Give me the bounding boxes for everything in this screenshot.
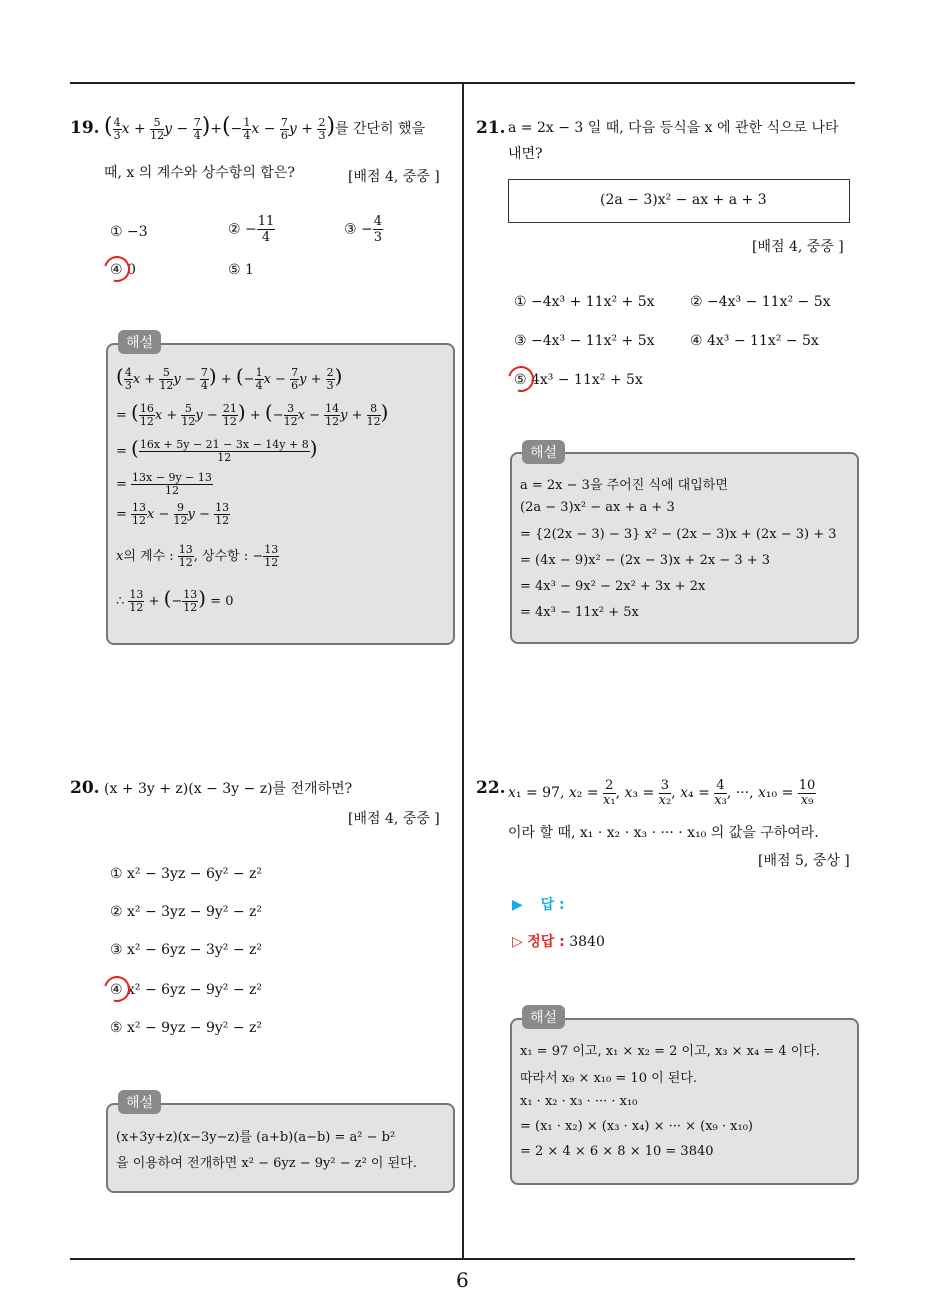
question-number: 19. [70,118,100,138]
bottom-rule [70,1258,855,1260]
question-22-line1: x₁ = 97, x₂ = $\frac{2}{\text{x₁}}$ , x₃ = $\frac{3}{\text{x₂}}$ , x₄ = $\frac{4}{\text{x₃}}$ , ···, x₁₀ = $\frac{10}{\text{x₉}}$ [508,777,816,808]
option-4[interactable]: ④ 0 [110,262,136,278]
option-5[interactable]: ⑤ 1 [228,262,254,278]
solution-line: = (4x − 9)x² − (2x − 3)x + 2x − 3 + 3 [520,553,771,568]
option-4[interactable]: ④ 4x³ − 11x² − 5x [690,333,819,349]
answer-arrow-icon: ▶ [512,897,523,913]
solution-line: 따라서 x₉ × x₁₀ = 10 이 된다. [520,1071,698,1086]
answer-mark-circle [99,971,135,1007]
solution-line: = {2(2x − 3) − 3} x² − (2x − 3)x + (2x − 3) + 3 [520,527,837,542]
solution-line: x의 계수 : $\frac{13}{12}$ , 상수항 : − $\frac{13}{12}$ [116,543,279,569]
solution-line: = ( $\frac{16}{12}$ x + $\frac{5}{12}$ y − $\frac{21}{12}$ ) + (− $\frac{3}{12}$ x − $\frac{14}{12}$ y + $\frac{8}{12}$ ) [116,400,389,428]
solution-line: ( $\frac{4}{3}$ x + $\frac{5}{12}$ y − $\frac{7}{4}$ ) + (− $\frac{1}{4}$ x − $\frac{7}{6}$ y + $\frac{2}{3}$ ) [116,364,343,392]
solution-tag: 해설 [522,440,565,464]
question-number: 21. [476,118,506,138]
correct-answer-row [512,931,605,951]
solution-line: ∴ $\frac{13}{12}$ + (− $\frac{13}{12}$ ) = 0 [116,586,234,614]
option-3[interactable]: ③ x² − 6yz − 3y² − z² [110,942,263,958]
question-21-line1: a = 2x − 3 일 때, 다음 등식을 x 에 관한 식으로 나타 [508,120,839,136]
option-1[interactable]: ① −3 [110,224,148,240]
option-2[interactable]: ② −4x³ − 11x² − 5x [690,294,831,310]
score-label: [배점 4, 중중 ] [348,169,440,185]
question-22-line2: 이라 할 때, x₁ · x₂ · x₃ · ··· · x₁₀ 의 값을 구하여라. [508,825,819,841]
answer-row [512,894,565,914]
question-19-suffix: 를 간단히 했을 [335,121,426,137]
solution-line: = 4x³ − 11x² + 5x [520,605,639,620]
question-19-line1: ( $\frac{4}{3}$ x + $\frac{5}{12}$ y − $\frac{7}{4}$ )+(− $\frac{1}{4}$ x − $\frac{7}{6}$ y + $\frac{2}{3}$ )를 간단히 했을 [104,114,426,142]
solution-line: = $\frac{13}{12}$ x − $\frac{9}{12}$ y − $\frac{13}{12}$ [116,501,230,527]
score-label: [배점 4, 중중 ] [348,811,440,827]
solution-line: (2a − 3)x² − ax + a + 3 [520,500,675,515]
solution-tag: 해설 [118,330,161,354]
solution-line: x₁ · x₂ · x₃ · ··· · x₁₀ [520,1094,638,1109]
option-1[interactable]: ① x² − 3yz − 6y² − z² [110,866,263,882]
option-5[interactable]: ⑤ 4x³ − 11x² + 5x [514,372,643,388]
question-number: 22. [476,778,506,798]
answer-mark-circle [503,361,539,397]
question-20-text: (x + 3y + z)(x − 3y − z)를 전개하면? [104,781,353,797]
option-2[interactable]: ② − $\frac{11}{4}$ [228,214,275,245]
page-number: 6 [456,1268,469,1292]
correct-arrow-icon: ▷ [512,934,523,950]
given-expression: (2a − 3)x² − ax + a + 3 [600,192,767,208]
score-label: [배점 5, 중상 ] [758,853,850,869]
question-19-line2: 때, x 의 계수와 상수항의 합은? [104,165,295,181]
correct-answer-value: 3840 [569,934,605,950]
question-21-line2: 내면? [508,146,543,162]
solution-line: = ( $\frac{16x + 5y - 21 - 3x - 14y + 8}{12}$ ) [116,436,318,464]
option-2[interactable]: ② x² − 3yz − 9y² − z² [110,904,263,920]
solution-line: = (x₁ · x₂) × (x₃ · x₄) × ··· × (x₉ · x₁₀) [520,1119,753,1134]
answer-mark-circle [99,251,135,287]
option-4[interactable]: ④ x² − 6yz − 9y² − z² [110,982,263,998]
solution-line: = 4x³ − 9x² − 2x² + 3x + 2x [520,579,706,594]
answer-label: 답 : [540,897,565,913]
column-divider [462,82,464,1260]
option-5[interactable]: ⑤ x² − 9yz − 9y² − z² [110,1020,263,1036]
solution-box [106,1103,455,1193]
solution-line: (x+3y+z)(x−3y−z)를 (a+b)(a−b) = a² − b² [116,1130,396,1145]
solution-tag: 해설 [118,1090,161,1114]
solution-line: a = 2x − 3을 주어진 식에 대입하면 [520,478,728,493]
option-3[interactable]: ③ −4x³ − 11x² + 5x [514,333,655,349]
score-label: [배점 4, 중중 ] [752,239,844,255]
option-3[interactable]: ③ − $\frac{4}{3}$ [344,214,383,245]
solution-tag: 해설 [522,1005,565,1029]
solution-line: = $\frac{13x - 9y - 13}{12}$ [116,471,212,497]
solution-line: 을 이용하여 전개하면 x² − 6yz − 9y² − z² 이 된다. [116,1156,417,1171]
correct-answer-label: 정답 : [527,934,565,950]
question-number: 20. [70,778,100,798]
solution-line: = 2 × 4 × 6 × 8 × 10 = 3840 [520,1144,714,1159]
solution-line: x₁ = 97 이고, x₁ × x₂ = 2 이고, x₃ × x₄ = 4 이다. [520,1044,820,1059]
option-1[interactable]: ① −4x³ + 11x² + 5x [514,294,655,310]
